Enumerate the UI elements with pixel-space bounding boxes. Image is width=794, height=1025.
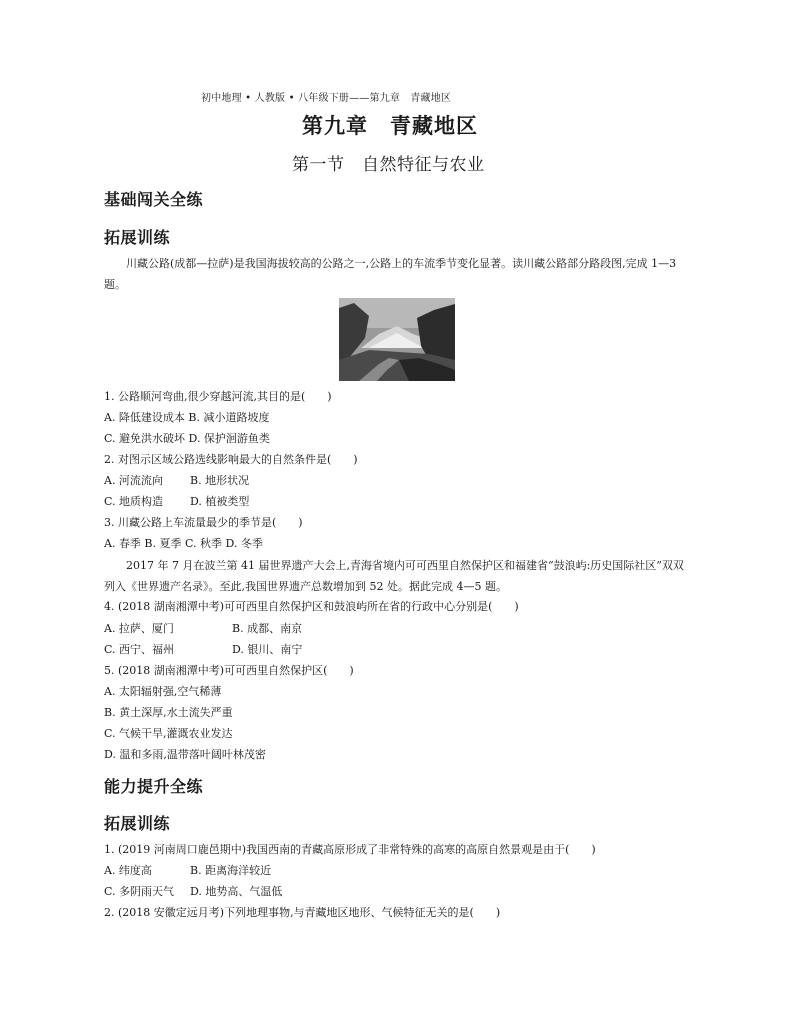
question-5-option-d: D. 温和多雨,温带落叶阔叶林茂密 bbox=[104, 748, 266, 761]
question-6-option-c: C. 多阴雨天气 bbox=[104, 885, 175, 898]
question-4-option-b: B. 成都、南京 bbox=[232, 622, 303, 635]
section-heading-extension-2: 拓展训练 bbox=[104, 814, 171, 833]
page-header: 初中地理 • 人教版 • 八年级下册——第九章 青藏地区 bbox=[201, 93, 452, 104]
question-4-option-c: C. 西宁、福州 bbox=[104, 643, 175, 656]
question-5-option-c: C. 气候干旱,灌溉农业发达 bbox=[104, 727, 233, 740]
question-6-option-d: D. 地势高、气温低 bbox=[190, 885, 283, 898]
question-3-stem: 3. 川藏公路上车流量最少的季节是( ) bbox=[104, 516, 303, 529]
question-4-option-a: A. 拉萨、厦门 bbox=[104, 622, 174, 635]
mountain-road-image bbox=[339, 298, 455, 381]
chapter-title: 第九章 青藏地区 bbox=[302, 113, 478, 138]
section-heading-basic: 基础闯关全练 bbox=[104, 190, 204, 209]
question-2-option-c: C. 地质构造 bbox=[104, 495, 164, 508]
question-5-option-a: A. 太阳辐射强,空气稀薄 bbox=[104, 685, 222, 698]
road-photo bbox=[339, 298, 455, 381]
question-4-option-d: D. 银川、南宁 bbox=[232, 643, 303, 656]
section-heading-ability: 能力提升全练 bbox=[104, 777, 204, 796]
intro-paragraph-1: 川藏公路(成都—拉萨)是我国海拔较高的公路之一,公路上的车流季节变化显著。读川藏公路部分路段图,完成 1—3 题。 bbox=[104, 257, 677, 291]
question-2-option-d: D. 植被类型 bbox=[190, 495, 250, 508]
question-7-stem: 2. (2018 安徽定远月考)下列地理事物,与青藏地区地形、气候特征无关的是( ) bbox=[104, 906, 501, 919]
question-5-option-b: B. 黄土深厚,水土流失严重 bbox=[104, 706, 233, 719]
question-3-options: A. 春季 B. 夏季 C. 秋季 D. 冬季 bbox=[104, 537, 263, 550]
question-2-option-a: A. 河流流向 bbox=[104, 474, 163, 487]
question-2-option-b: B. 地形状况 bbox=[190, 474, 250, 487]
question-6-option-a: A. 纬度高 bbox=[104, 864, 152, 877]
question-1-options-ab: A. 降低建设成本 B. 减小道路坡度 bbox=[104, 411, 270, 424]
section-heading-extension: 拓展训练 bbox=[104, 228, 171, 247]
question-4-stem: 4. (2018 湖南湘潭中考)可可西里自然保护区和鼓浪屿所在省的行政中心分别是( ) bbox=[104, 600, 519, 613]
intro-paragraph-2: 2017 年 7 月在波兰第 41 届世界遗产大会上,青海省境内可可西里自然保护区和福建省“鼓浪屿:历史国际社区”双双列入《世界遗产名录》。至此,我国世界遗产总数增加到 52 处。据此完成 4—5 题。 bbox=[104, 559, 684, 593]
question-6-stem: 1. (2019 河南周口鹿邑期中)我国西南的青藏高原形成了非常特殊的高寒的高原自然景观是由于( ) bbox=[104, 843, 596, 856]
question-6-option-b: B. 距离海洋较近 bbox=[190, 864, 272, 877]
question-1-stem: 1. 公路顺河弯曲,很少穿越河流,其目的是( ) bbox=[104, 390, 332, 403]
question-5-stem: 5. (2018 湖南湘潭中考)可可西里自然保护区( ) bbox=[104, 664, 354, 677]
section-title: 第一节 自然特征与农业 bbox=[292, 155, 485, 175]
question-2-stem: 2. 对图示区域公路选线影响最大的自然条件是( ) bbox=[104, 453, 358, 466]
question-1-options-cd: C. 避免洪水破坏 D. 保护洄游鱼类 bbox=[104, 432, 270, 445]
